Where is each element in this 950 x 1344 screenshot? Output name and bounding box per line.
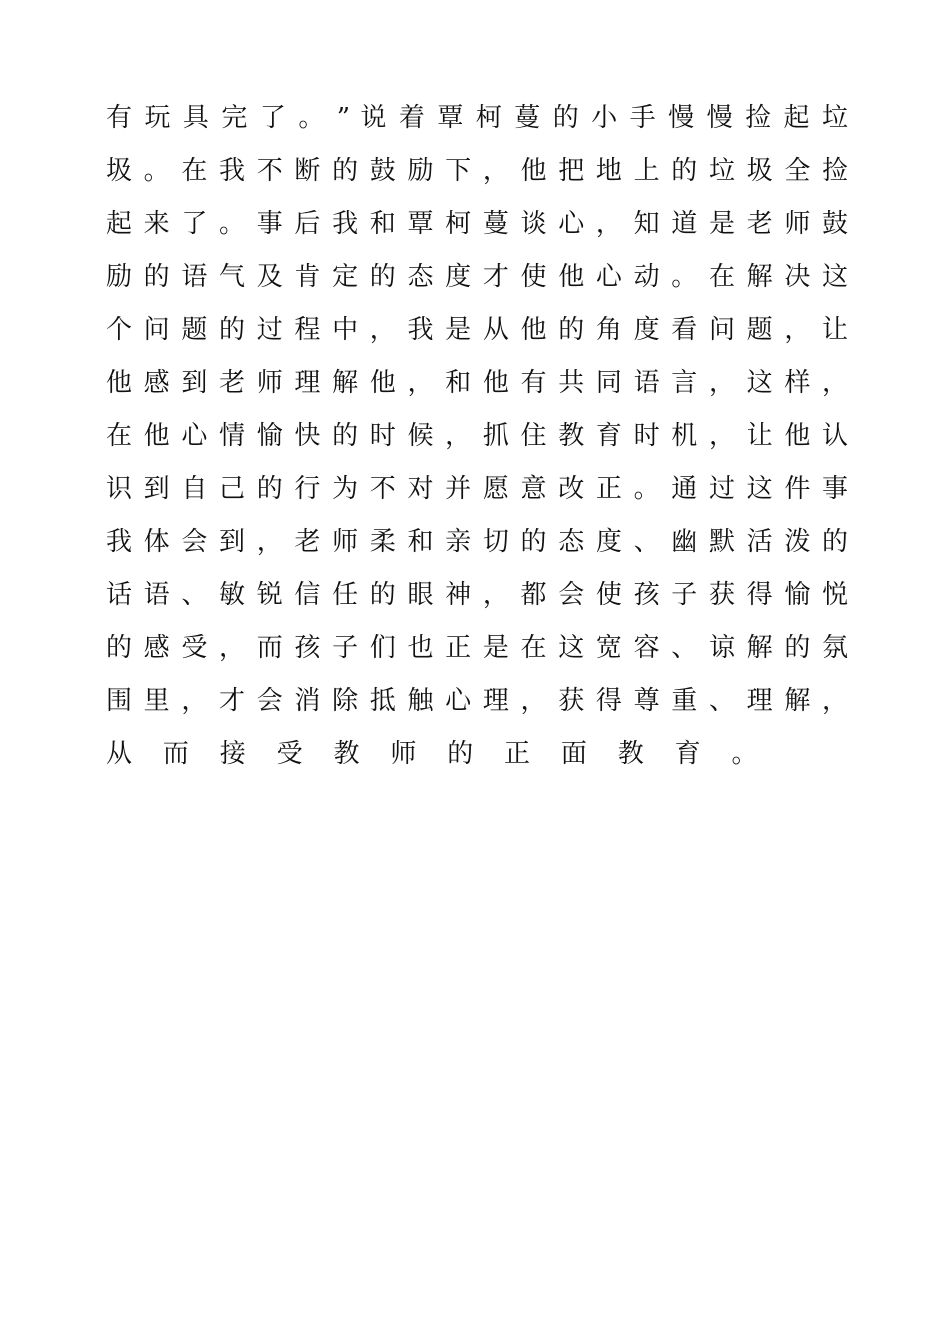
text-line-9: 我 体 会 到 ， 老 师 柔 和 亲 切 的 态 度 、 幽 默 活 泼 的 [106, 527, 848, 557]
text-line-5: 个 问 题 的 过 程 中 ， 我 是 从 他 的 角 度 看 问 题 ， 让 [106, 315, 848, 345]
text-line-1: 有 玩 具 完 了 。 ” 说 着 覃 柯 蔓 的 小 手 慢 慢 捡 起 垃 [106, 103, 848, 133]
text-line-2: 圾 。 在 我 不 断 的 鼓 励 下 ， 他 把 地 上 的 垃 圾 全 捡 [106, 156, 848, 186]
text-line-10: 话 语 、 敏 锐 信 任 的 眼 神 ， 都 会 使 孩 子 获 得 愉 悦 [106, 580, 848, 610]
text-line-3: 起 来 了 。 事 后 我 和 覃 柯 蔓 谈 心 ， 知 道 是 老 师 鼓 [106, 209, 848, 239]
text-line-13: 从 而 接 受 教 师 的 正 面 教 育 。 [106, 739, 769, 769]
text-line-8: 识 到 自 己 的 行 为 不 对 并 愿 意 改 正 。 通 过 这 件 事 [106, 474, 848, 504]
text-line-11: 的 感 受 ， 而 孩 子 们 也 正 是 在 这 宽 容 、 谅 解 的 氛 [106, 633, 848, 663]
text-line-7: 在 他 心 情 愉 快 的 时 候 ， 抓 住 教 育 时 机 ， 让 他 认 [106, 421, 848, 451]
text-line-12: 围 里 ， 才 会 消 除 抵 触 心 理 ， 获 得 尊 重 、 理 解 ， [106, 686, 848, 716]
body-paragraph [106, 96, 848, 785]
text-line-4: 励 的 语 气 及 肯 定 的 态 度 才 使 他 心 动 。 在 解 决 这 [106, 262, 848, 292]
text-line-6: 他 感 到 老 师 理 解 他 ， 和 他 有 共 同 语 言 ， 这 样 ， [106, 368, 848, 398]
